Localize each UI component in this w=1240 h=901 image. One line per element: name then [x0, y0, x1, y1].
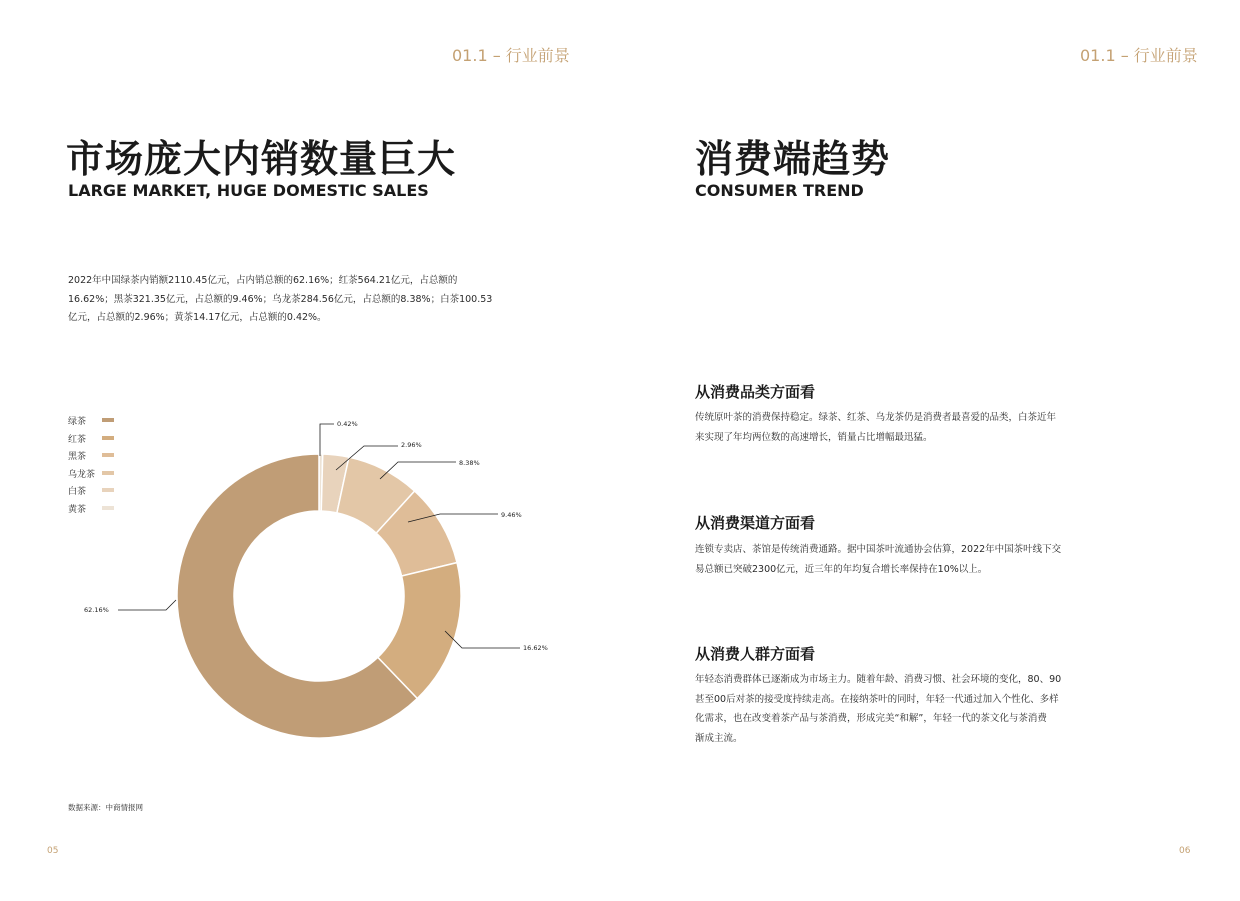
section-tag-right: 01.1 – 行业前景 [1080, 46, 1198, 65]
page-number-right: 06 [1179, 846, 1191, 856]
legend-label: 乌龙茶 [68, 469, 96, 480]
paragraph-line: 亿元，占总额的2.96%；黄茶14.17亿元，占总额的0.42%。 [68, 312, 327, 323]
leader-line [118, 600, 176, 610]
body-line: 甚至00后对茶的接受度持续走高。在接纳茶叶的同时，年轻一代通过加入个性化、多样 [695, 693, 1059, 705]
legend-label: 黄茶 [68, 504, 87, 515]
leader-line [320, 424, 334, 456]
legend-label: 白茶 [68, 486, 87, 497]
section-tag-left: 01.1 – 行业前景 [452, 46, 570, 65]
body-line: 易总额已突破2300亿元，近三年的年均复合增长率保持在10%以上。 [695, 563, 988, 575]
data-label: 8.38% [459, 459, 480, 467]
page-number-left: 05 [47, 846, 59, 856]
data-label: 0.42% [337, 420, 358, 428]
body-line: 渐成主流。 [695, 732, 743, 744]
section-body-audience [695, 670, 1080, 748]
data-label: 9.46% [501, 511, 522, 519]
body-line: 传统原叶茶的消费保持稳定。绿茶、红茶、乌龙茶仍是消费者最喜爱的品类，白茶近年 [695, 412, 1057, 423]
section-heading-audience: 从消费人群方面看 [695, 645, 816, 663]
page-subtitle-right: CONSUMER TREND [695, 181, 864, 200]
paragraph-line: 2022年中国绿茶内销额2110.45亿元，占内销总额的62.16%；红茶564.21亿元，占总额的 [68, 275, 458, 286]
body-line: 化需求，也在改变着茶产品与茶消费，形成完美“和解”，年轻一代的茶文化与茶消费 [695, 713, 1047, 724]
body-line: 来实现了年均两位数的高速增长，销量占比增幅最迅猛。 [695, 431, 933, 443]
page-subtitle-left: LARGE MARKET, HUGE DOMESTIC SALES [68, 181, 429, 200]
paragraph-line: 16.62%；黑茶321.35亿元，占总额的9.46%；乌龙茶284.56亿元，占总额的8.38%；白茶100.53 [68, 293, 493, 305]
data-label: 16.62% [523, 644, 548, 652]
legend-label: 绿茶 [68, 416, 87, 427]
section-heading-channel: 从消费渠道方面看 [695, 514, 816, 532]
section-body-channel [695, 540, 1080, 579]
data-source: 数据来源：中商情报网 [68, 803, 143, 812]
body-line: 连锁专卖店、茶馆是传统消费通路。据中国茶叶流通协会估算，2022年中国茶叶线下交 [695, 544, 1062, 555]
legend-label: 黑茶 [68, 451, 87, 462]
data-label: 2.96% [401, 441, 422, 449]
page-title-left: 市场庞大内销数量巨大 [66, 137, 457, 181]
page-title-right: 消费端趋势 [695, 137, 891, 181]
body-line: 年轻态消费群体已逐渐成为市场主力。随着年龄、消费习惯、社会环境的变化，80、90 [695, 674, 1062, 685]
section-heading-category: 从消费品类方面看 [695, 383, 816, 401]
legend-label: 红茶 [68, 434, 87, 445]
section-body-category [695, 408, 1080, 447]
data-label: 62.16% [84, 606, 109, 614]
